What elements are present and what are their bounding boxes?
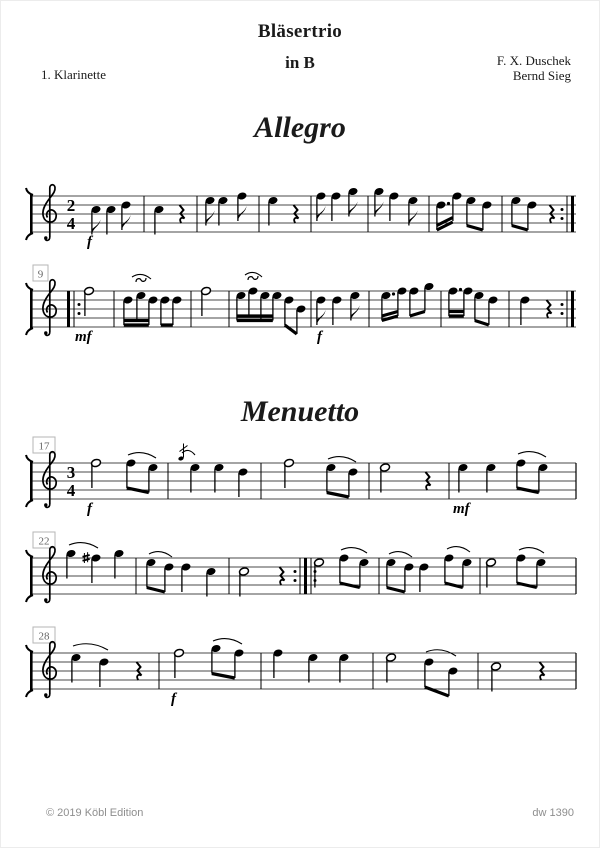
slur: [245, 272, 262, 277]
note: [486, 463, 497, 493]
system-bracket: [30, 652, 33, 691]
note: [272, 291, 283, 321]
beam: [127, 488, 149, 493]
note: [66, 549, 77, 579]
note: [181, 562, 192, 592]
note: [237, 191, 248, 221]
note: [172, 295, 183, 325]
note: [409, 286, 420, 316]
note: [339, 653, 350, 683]
slur: [447, 547, 470, 552]
half-note: [486, 558, 497, 588]
turn-ornament: [136, 278, 146, 282]
page-title: Bläsertrio: [257, 21, 343, 42]
note: [160, 295, 171, 325]
note: [106, 205, 117, 235]
slur: [213, 639, 242, 644]
dynamic-marking-f: f: [171, 691, 176, 707]
note: [136, 291, 147, 321]
half-note: [84, 286, 95, 316]
dynamic-marking-f: f: [317, 329, 322, 345]
slur: [128, 453, 156, 458]
half-note: [174, 648, 185, 678]
instrument-part-label: 1. Klarinette: [41, 67, 106, 82]
slur: [328, 457, 356, 462]
note: [466, 196, 477, 226]
note: [424, 282, 435, 312]
dynamic-marking-mf: mf: [453, 501, 470, 517]
system-bracket: [30, 195, 33, 234]
beam: [147, 588, 165, 593]
half-note: [386, 653, 397, 683]
measure-number: 9: [37, 268, 44, 281]
note: [348, 187, 359, 217]
time-signature: 4: [66, 481, 76, 500]
beam: [517, 583, 537, 588]
note: [190, 463, 201, 493]
note: [126, 458, 137, 488]
beam: [387, 588, 405, 593]
note: [339, 553, 350, 583]
beam: [517, 488, 539, 493]
note: [348, 467, 359, 497]
arranger-name: Bernd Sieg: [512, 68, 571, 83]
half-note: [380, 463, 391, 493]
note: [332, 295, 343, 325]
music-system-3: [1, 428, 600, 528]
system-bracket: [30, 462, 33, 501]
beam: [285, 325, 297, 334]
note: [308, 653, 319, 683]
music-system-2: [1, 256, 600, 356]
time-signature: 3: [66, 463, 76, 482]
note: [404, 562, 415, 592]
note: [516, 553, 527, 583]
turn-ornament: [248, 276, 258, 280]
note: [448, 666, 459, 696]
note: [71, 653, 82, 683]
note: [273, 648, 284, 678]
tempo-heading-allegro: Allegro: [254, 111, 346, 144]
note: [164, 562, 175, 592]
beam: [410, 312, 425, 317]
plate-number: dw 1390: [532, 807, 574, 819]
beam: [445, 583, 463, 588]
half-note: [201, 286, 212, 316]
note: [114, 549, 125, 579]
note: [463, 286, 474, 316]
note: [488, 295, 499, 325]
note: [214, 463, 225, 493]
note: [458, 463, 469, 493]
beam: [512, 226, 528, 231]
slur: [69, 543, 98, 548]
note: [408, 196, 419, 226]
note: [359, 558, 370, 588]
page-subtitle: in B: [285, 53, 315, 72]
note: [326, 463, 337, 493]
note: [474, 291, 485, 321]
note: [424, 657, 435, 687]
dynamic-marking-f: f: [87, 501, 92, 517]
note: [536, 558, 547, 588]
music-system-4: [1, 523, 600, 623]
note: [350, 291, 361, 321]
note: [374, 187, 385, 217]
slur: [341, 548, 367, 553]
note: [148, 295, 159, 325]
half-note: [239, 567, 250, 597]
half-note: [91, 458, 102, 488]
note: [419, 562, 430, 592]
note: [99, 657, 110, 687]
time-signature: 4: [66, 214, 76, 233]
beam: [467, 226, 483, 231]
dynamic-marking-mf: mf: [75, 329, 92, 345]
music-system-5: [1, 618, 600, 718]
slur: [73, 644, 108, 650]
note: [284, 295, 295, 325]
dynamic-marking-f: f: [87, 234, 92, 250]
note: [205, 196, 216, 226]
note: [386, 558, 397, 588]
slur: [519, 548, 544, 553]
note: [527, 200, 538, 230]
measure-number: 22: [38, 535, 50, 548]
note: [268, 196, 279, 226]
slur: [149, 552, 172, 557]
slur: [518, 452, 546, 457]
system-bracket: [30, 290, 33, 329]
measure-number: 28: [38, 630, 50, 643]
note: [511, 196, 522, 226]
note: [91, 553, 102, 583]
note: [520, 295, 531, 325]
note: [211, 644, 222, 674]
beam: [212, 674, 235, 679]
slur: [389, 552, 412, 557]
note: [238, 467, 249, 497]
note: [482, 200, 493, 230]
composer-name: F. X. Duschek: [496, 53, 571, 68]
system-bracket: [30, 557, 33, 596]
copyright-notice: © 2019 Köbl Edition: [46, 807, 144, 819]
slur: [132, 274, 151, 279]
note: [538, 463, 549, 493]
measure-number: 17: [38, 440, 50, 453]
note: [397, 286, 408, 316]
note: [146, 558, 157, 588]
tempo-heading-menuetto: Menuetto: [240, 395, 360, 428]
note: [316, 191, 327, 221]
note: [234, 648, 245, 678]
note: [316, 295, 327, 325]
half-note: [284, 458, 295, 488]
note: [154, 205, 165, 235]
music-system-1: [1, 161, 600, 261]
note: [91, 205, 102, 235]
half-note: [491, 662, 502, 692]
note: [452, 191, 463, 221]
note: [331, 191, 342, 221]
note: [248, 286, 259, 316]
note: [296, 304, 307, 334]
note: [444, 553, 455, 583]
half-note: [314, 558, 325, 588]
time-signature: 2: [66, 196, 76, 215]
note: [389, 191, 400, 221]
note: [516, 458, 527, 488]
beam: [475, 321, 489, 326]
note: [206, 567, 217, 597]
note: [148, 463, 159, 493]
beam: [425, 687, 449, 696]
note: [121, 200, 132, 230]
beam: [327, 493, 349, 498]
beam: [340, 583, 360, 588]
credits-block: [497, 53, 571, 83]
note: [218, 196, 229, 226]
note: [462, 558, 473, 588]
